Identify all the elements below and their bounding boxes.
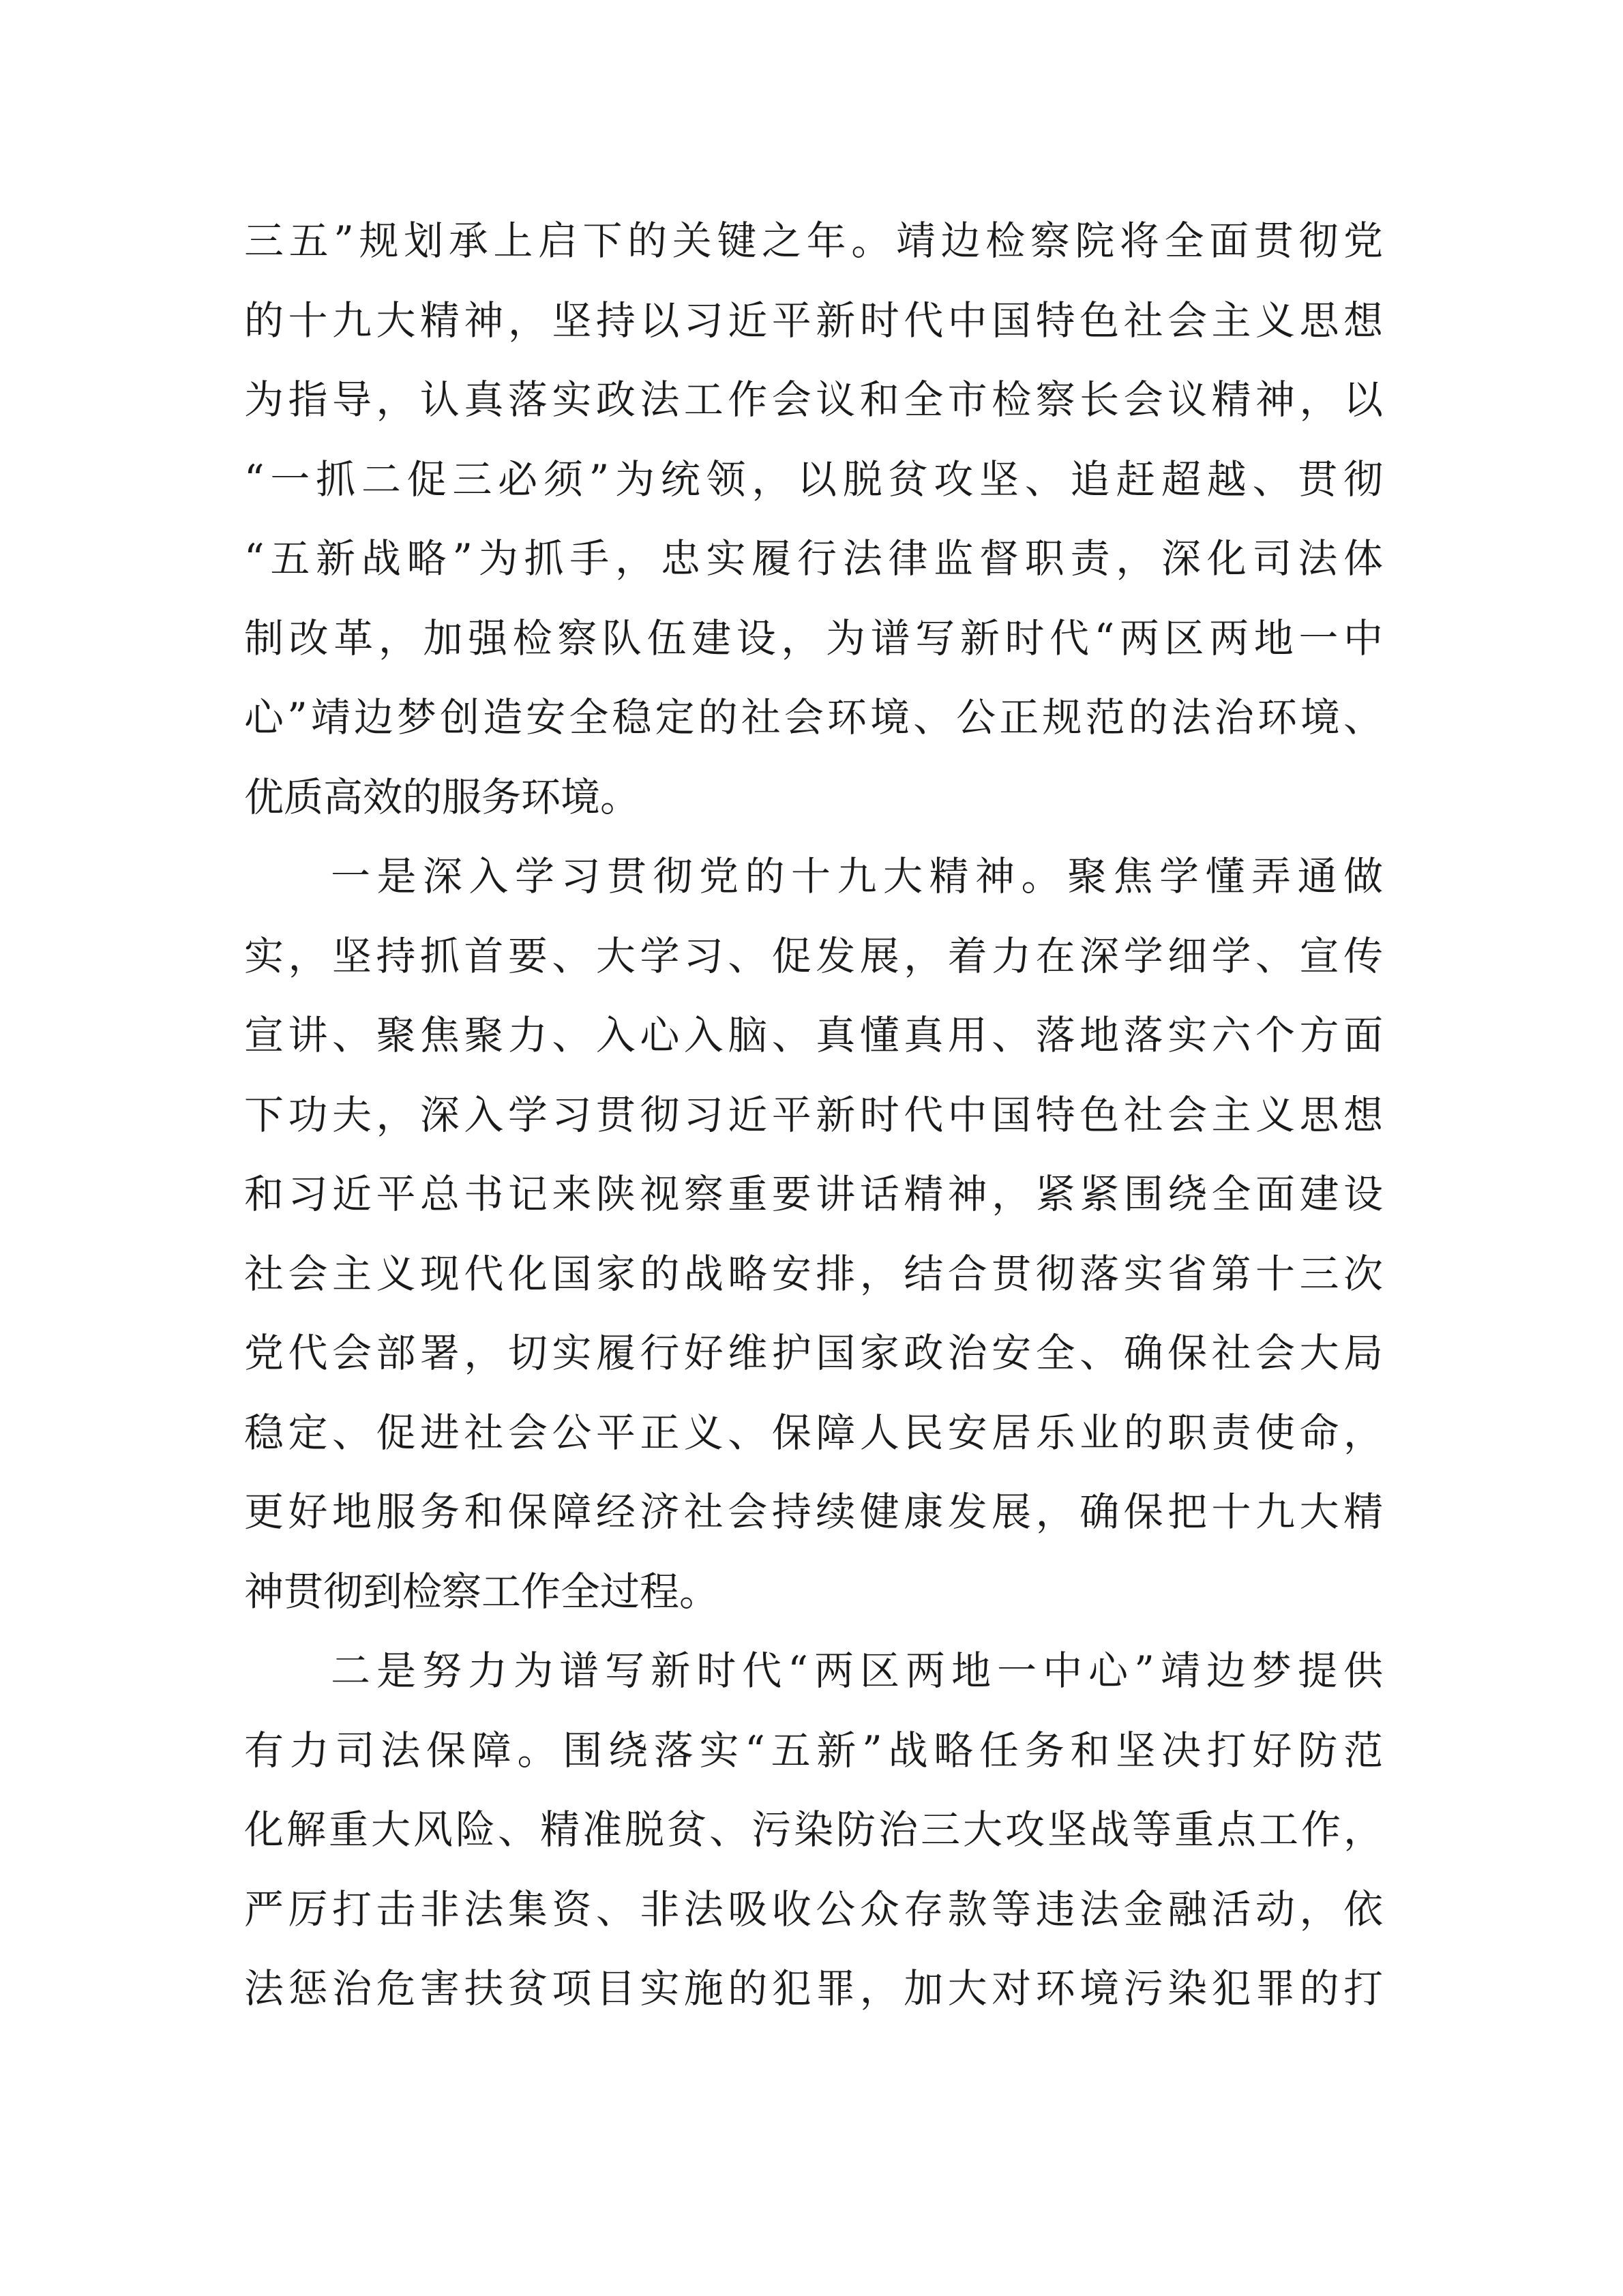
text-line: 制改革，加强检察队伍建设，为谱写新时代“两区两地一中 (244, 614, 1383, 661)
paragraph-3 (244, 1631, 1383, 2029)
text-line: 神贯彻到检察工作全过程。 (244, 1568, 719, 1615)
text-line: 有力司法保障。围绕落实“五新”战略任务和坚决打好防范 (244, 1727, 1383, 1774)
text-line: 法惩治危害扶贫项目实施的犯罪，加大对环境污染犯罪的打 (244, 1965, 1383, 2012)
text-line: 化解重大风险、精准脱贫、污染防治三大攻坚战等重点工作， (244, 1806, 1383, 1853)
text-line: 宣讲、聚焦聚力、入心入脑、真懂真用、落地落实六个方面 (244, 1012, 1383, 1058)
text-line: 的十九大精神，坚持以习近平新时代中国特色社会主义思想 (244, 297, 1383, 344)
text-line: 更好地服务和保障经济社会持续健康发展，确保把十九大精 (244, 1489, 1383, 1535)
text-line: “一抓二促三必须”为统领，以脱贫攻坚、追赶超越、贯彻 (244, 456, 1383, 503)
text-line: “五新战略”为抓手，忠实履行法律监督职责，深化司法体 (244, 535, 1383, 582)
text-line: 实，坚持抓首要、大学习、促发展，着力在深学细学、宣传 (244, 932, 1383, 979)
text-line: 二是努力为谱写新时代“两区两地一中心”靖边梦提供 (331, 1648, 1383, 1694)
text-line: 心”靖边梦创造安全稳定的社会环境、公正规范的法治环境、 (244, 694, 1383, 741)
paragraph-1 (244, 201, 1383, 837)
text-line: 优质高效的服务环境。 (244, 773, 640, 820)
text-line: 党代会部署，切实履行好维护国家政治安全、确保社会大局 (244, 1330, 1383, 1376)
text-line: 下功夫，深入学习贯彻习近平新时代中国特色社会主义思想 (244, 1091, 1383, 1138)
text-line: 为指导，认真落实政法工作会议和全市检察长会议精神，以 (244, 376, 1383, 423)
document-body (244, 201, 1383, 2029)
text-line: 和习近平总书记来陕视察重要讲话精神，紧紧围绕全面建设 (244, 1171, 1383, 1217)
text-line: 严厉打击非法集资、非法吸收公众存款等违法金融活动，依 (244, 1885, 1383, 1933)
text-line: 社会主义现代化国家的战略安排，结合贯彻落实省第十三次 (244, 1250, 1383, 1297)
text-line: 三五”规划承上启下的关键之年。靖边检察院将全面贯彻党 (244, 218, 1383, 264)
text-line: 一是深入学习贯彻党的十九大精神。聚焦学懂弄通做 (331, 853, 1383, 899)
paragraph-2 (244, 837, 1383, 1631)
text-line: 稳定、促进社会公平正义、保障人民安居乐业的职责使命， (244, 1409, 1383, 1456)
